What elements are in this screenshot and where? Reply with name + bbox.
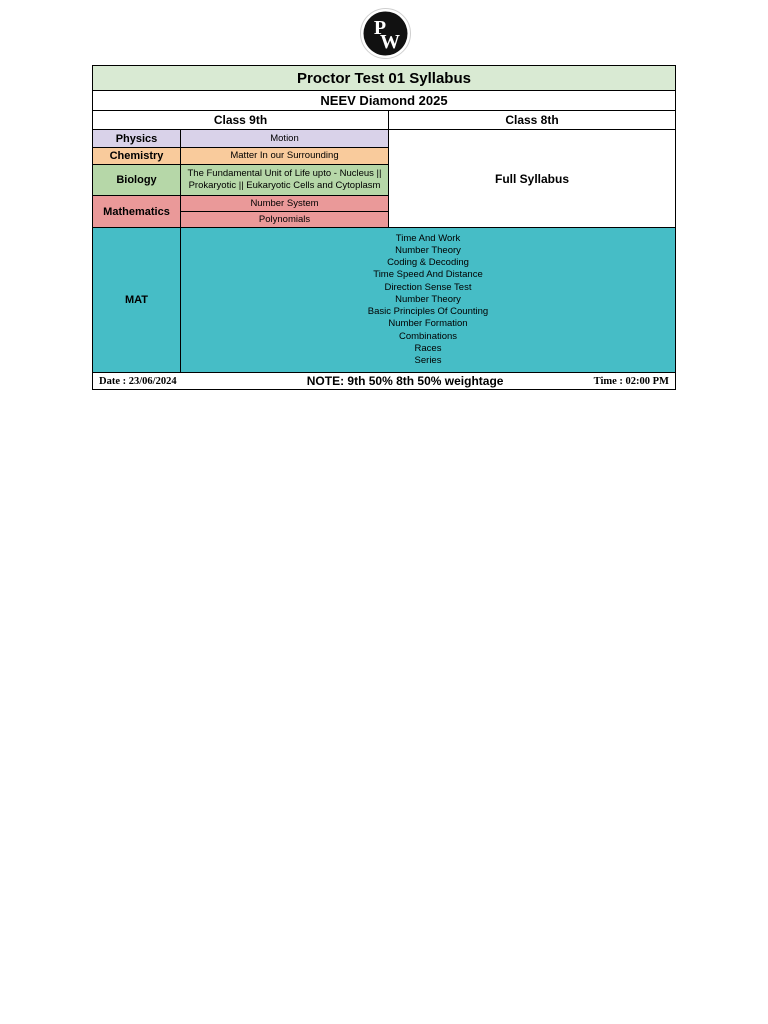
biology-topic: The Fundamental Unit of Life upto - Nucleus || Prokaryotic || Eukaryotic Cells and Cytoplasm: [187, 168, 382, 191]
mat-topic: Series: [414, 354, 442, 366]
syllabus-sheet: [92, 65, 676, 390]
subjects-block: [93, 130, 675, 228]
batch-name: NEEV Diamond 2025: [93, 91, 675, 111]
mat-topic: Basic Principles Of Counting: [367, 306, 489, 318]
mat-topic: Direction Sense Test: [384, 281, 472, 293]
chemistry-row: [93, 148, 388, 165]
mat-topic: Number Theory: [395, 293, 461, 305]
exam-time: Time : 02:00 PM: [593, 375, 669, 387]
biology-label: Biology: [93, 165, 181, 195]
class-9-header: Class 9th: [93, 111, 389, 129]
mathematics-label: Mathematics: [93, 196, 181, 227]
mat-topic: Coding & Decoding: [387, 257, 469, 269]
svg-text:P: P: [373, 17, 387, 39]
class-header-row: [93, 111, 675, 130]
mathematics-row: [93, 196, 388, 227]
mathematics-topic: Polynomials: [258, 213, 311, 225]
exam-date: Date : 23/06/2024: [99, 375, 177, 387]
class-8-syllabus: Full Syllabus: [389, 130, 675, 227]
page-title: Proctor Test 01 Syllabus: [93, 66, 675, 91]
mathematics-topic: Number System: [181, 196, 388, 212]
mat-topic: Number Formation: [388, 318, 468, 330]
svg-text:W: W: [380, 31, 400, 53]
weightage-note: NOTE: 9th 50% 8th 50% weightage: [306, 374, 504, 388]
class-9-subjects: [93, 130, 389, 227]
chemistry-label: Chemistry: [93, 148, 181, 164]
biology-row: [93, 165, 388, 196]
footer-row: [93, 373, 675, 389]
physics-label: Physics: [93, 130, 181, 147]
pw-logo: [359, 7, 412, 60]
mat-topic: Races: [414, 342, 442, 354]
mat-topic: Time And Work: [395, 232, 461, 244]
mat-label: MAT: [93, 228, 181, 372]
chemistry-topic: Matter In our Surrounding: [230, 150, 339, 161]
mat-topic-list: [181, 228, 675, 372]
mat-row: [93, 228, 675, 373]
class-8-header: Class 8th: [505, 113, 559, 127]
physics-row: [93, 130, 388, 148]
mat-topic: Number Theory: [395, 245, 461, 257]
mat-topic: Time Speed And Distance: [373, 269, 483, 281]
mat-topic: Combinations: [398, 330, 458, 342]
physics-topic: Motion: [270, 132, 299, 144]
